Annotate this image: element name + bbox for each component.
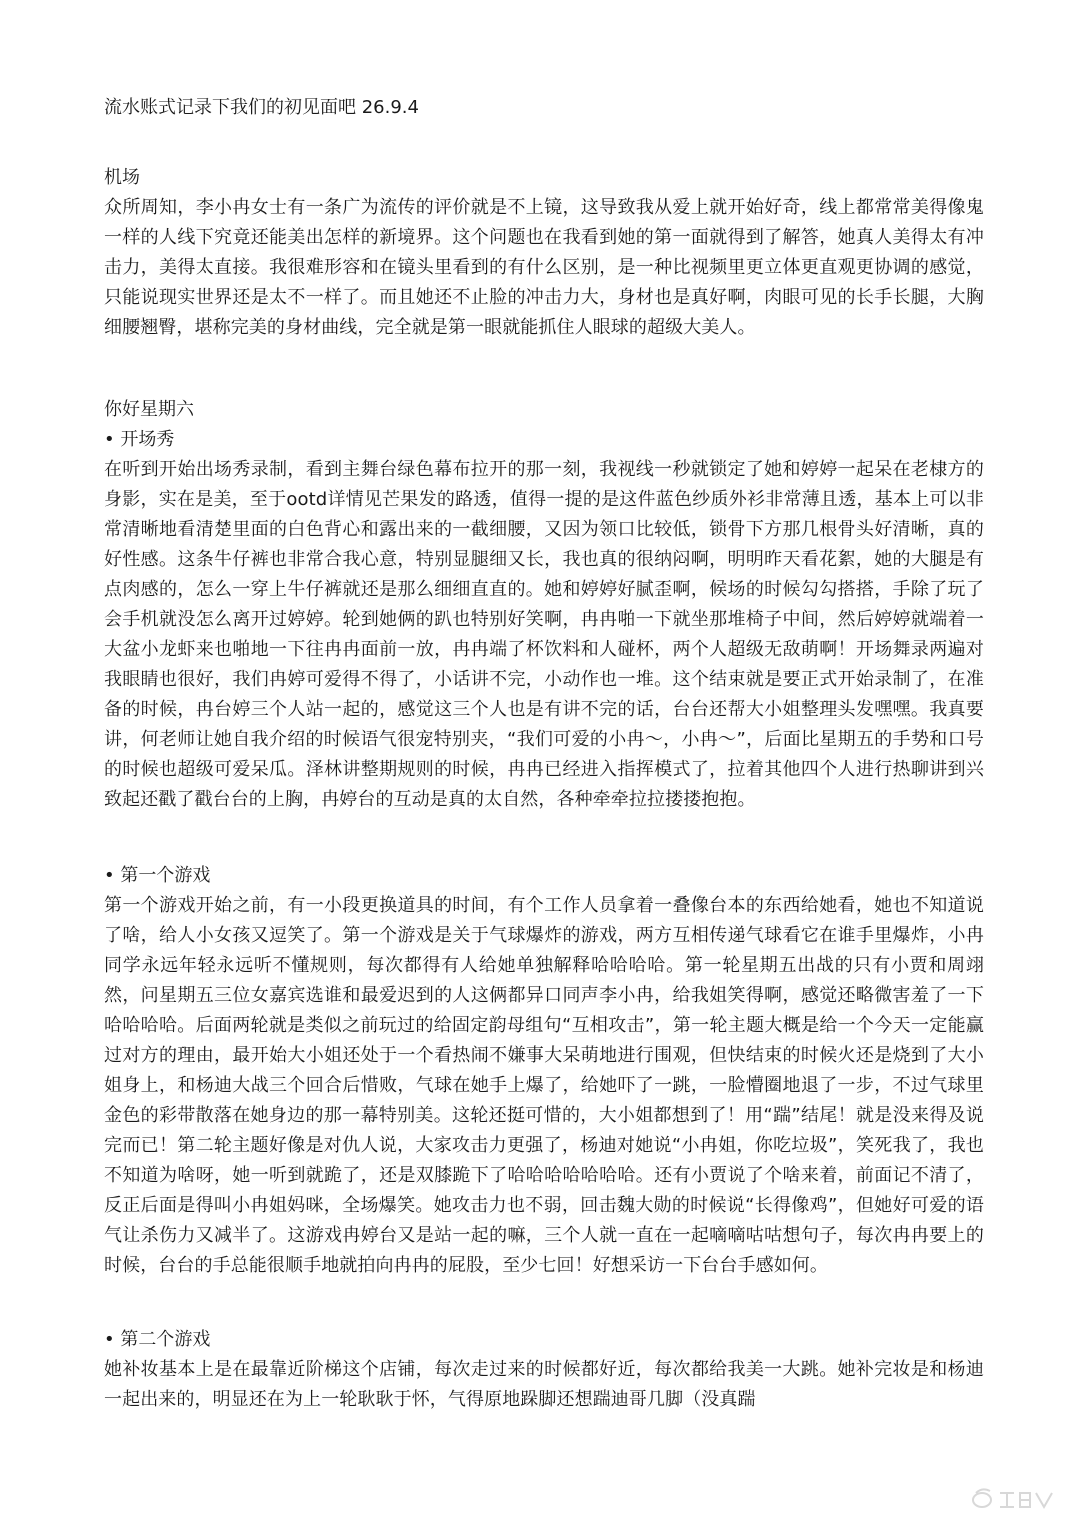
paragraph-second-game: 她补妆基本上是在最靠近阶梯这个店铺，每次走过来的时候都好近，每次都给我美一大跳。她补完妆是和杨迪一起出来的，明显还在为上一轮耿耿于怀，气得原地跺脚还想踹迪哥几脚（没真踹	[104, 1359, 984, 1410]
paragraph-airport: 众所周知，李小冉女士有一条广为流传的评价就是不上镜，这导致我从爱上就开始好奇，线上都常常美得像鬼一样的人线下究竟还能美出怎样的新境界。这个问题也在我看到她的第一面就得到了解答，她真人美得太有冲击力，美得太直接。我很难形容和在镜头里看到的有什么区别，是一种比视频里更立体更直观更协调的感觉，只能说现实世界还是太不一样了。而且她还不止脸的冲击力大，身材也是真好啊，肉眼可见的长手长腿，大胸细腰翘臀，堪称完美的身材曲线，完全就是第一眼就能抓住人眼球的超级大美人。	[104, 197, 984, 338]
section-heading-airport: 机场	[104, 167, 140, 188]
section-heading-saturday: 你好星期六	[104, 399, 194, 420]
paragraph-opening-show: 在听到开始出场秀录制，看到主舞台绿色幕布拉开的那一刻，我视线一秒就锁定了她和婷婷一起呆在老棣方的身影，实在是美，至于ootd详情见芒果发的路透，值得一提的是这件蓝色纱质外衫非常薄且透，基本上可以非常清晰地看清楚里面的白色背心和露出来的一截细腰，又因为领口比较低，锁骨下方那几根骨头好清晰，真的好性感。这条牛仔裤也非常合我心意，特别显腿细又长，我也真的很纳闷啊，明明昨天看花絮，她的大腿是有点肉感的，怎么一穿上牛仔裤就还是那么细细直直的。她和婷婷好腻歪啊，候场的时候勾勾搭搭，手除了玩了会手机就没怎么离开过婷婷。轮到她俩的趴也特别好笑啊，冉冉啪一下就坐那堆椅子中间，然后婷婷就端着一大盆小龙虾来也啪地一下往冉冉面前一放，冉冉端了杯饮料和人碰杯，两个人超级无敌萌啊！开场舞录两遍对我眼睛也很好，我们冉婷可爱得不得了，小话讲不完，小动作也一堆。这个结束就是要正式开始录制了，在准备的时候，冉台婷三个人站一起的，感觉这三个人也是有讲不完的话，台台还帮大小姐整理头发嘿嘿。我真要讲，何老师让她自我介绍的时候语气很宠特别夹，“我们可爱的小冉～，小冉～”，后面比星期五的手势和口号的时候也超级可爱呆瓜。泽林讲整期规则的时候，冉冉已经进入指挥模式了，拉着其他四个人进行热聊讲到兴致起还戳了戳台台的上胸，冉婷台的互动是真的太自然，各种牵牵拉拉搂搂抱抱。	[104, 459, 984, 810]
bullet-opening-show: • 开场秀	[104, 429, 175, 450]
document-title: 流水账式记录下我们的初见面吧 26.9.4	[104, 97, 419, 118]
bullet-second-game: • 第二个游戏	[104, 1329, 211, 1350]
watermark-logo-icon	[968, 1485, 1058, 1513]
bullet-first-game: • 第一个游戏	[104, 865, 211, 886]
paragraph-first-game: 第一个游戏开始之前，有一小段更换道具的时间，有个工作人员拿着一叠像台本的东西给她看，她也不知道说了啥，给人小女孩又逗笑了。第一个游戏是关于气球爆炸的游戏，两方互相传递气球看它在谁手里爆炸，小冉同学永远年轻永远听不懂规则，每次都得有人给她单独解释哈哈哈哈。第一轮星期五出战的只有小贾和周翊然，问星期五三位女嘉宾选谁和最爱迟到的人这俩都异口同声李小冉，给我姐笑得啊，感觉还略微害羞了一下哈哈哈哈。后面两轮就是类似之前玩过的给固定韵母组句“互相攻击”，第一轮主题大概是给一个今天一定能赢过对方的理由，最开始大小姐还处于一个看热闹不嫌事大呆萌地进行围观，但快结束的时候火还是烧到了大小姐身上，和杨迪大战三个回合后惜败，气球在她手上爆了，给她吓了一跳，一脸懵圈地退了一步，不过气球里金色的彩带散落在她身边的那一幕特别美。这轮还挺可惜的，大小姐都想到了！用“踹”结尾！就是没来得及说完而已！第二轮主题好像是对仇人说，大家攻击力更强了，杨迪对她说“小冉姐，你吃垃圾”，笑死我了，我也不知道为啥呀，她一听到就跪了，还是双膝跪下了哈哈哈哈哈哈哈。还有小贾说了个啥来着，前面记不清了，反正后面是得叫小冉姐妈咪，全场爆笑。她攻击力也不弱，回击魏大勋的时候说“长得像鸡”，但她好可爱的语气让杀伤力又减半了。这游戏冉婷台又是站一起的嘛，三个人就一直在一起嘀嘀咕咕想句子，每次冉冉要上的时候，台台的手总能很顺手地就拍向冉冉的屁股，至少七回！好想采访一下台台手感如何。	[104, 895, 984, 1276]
